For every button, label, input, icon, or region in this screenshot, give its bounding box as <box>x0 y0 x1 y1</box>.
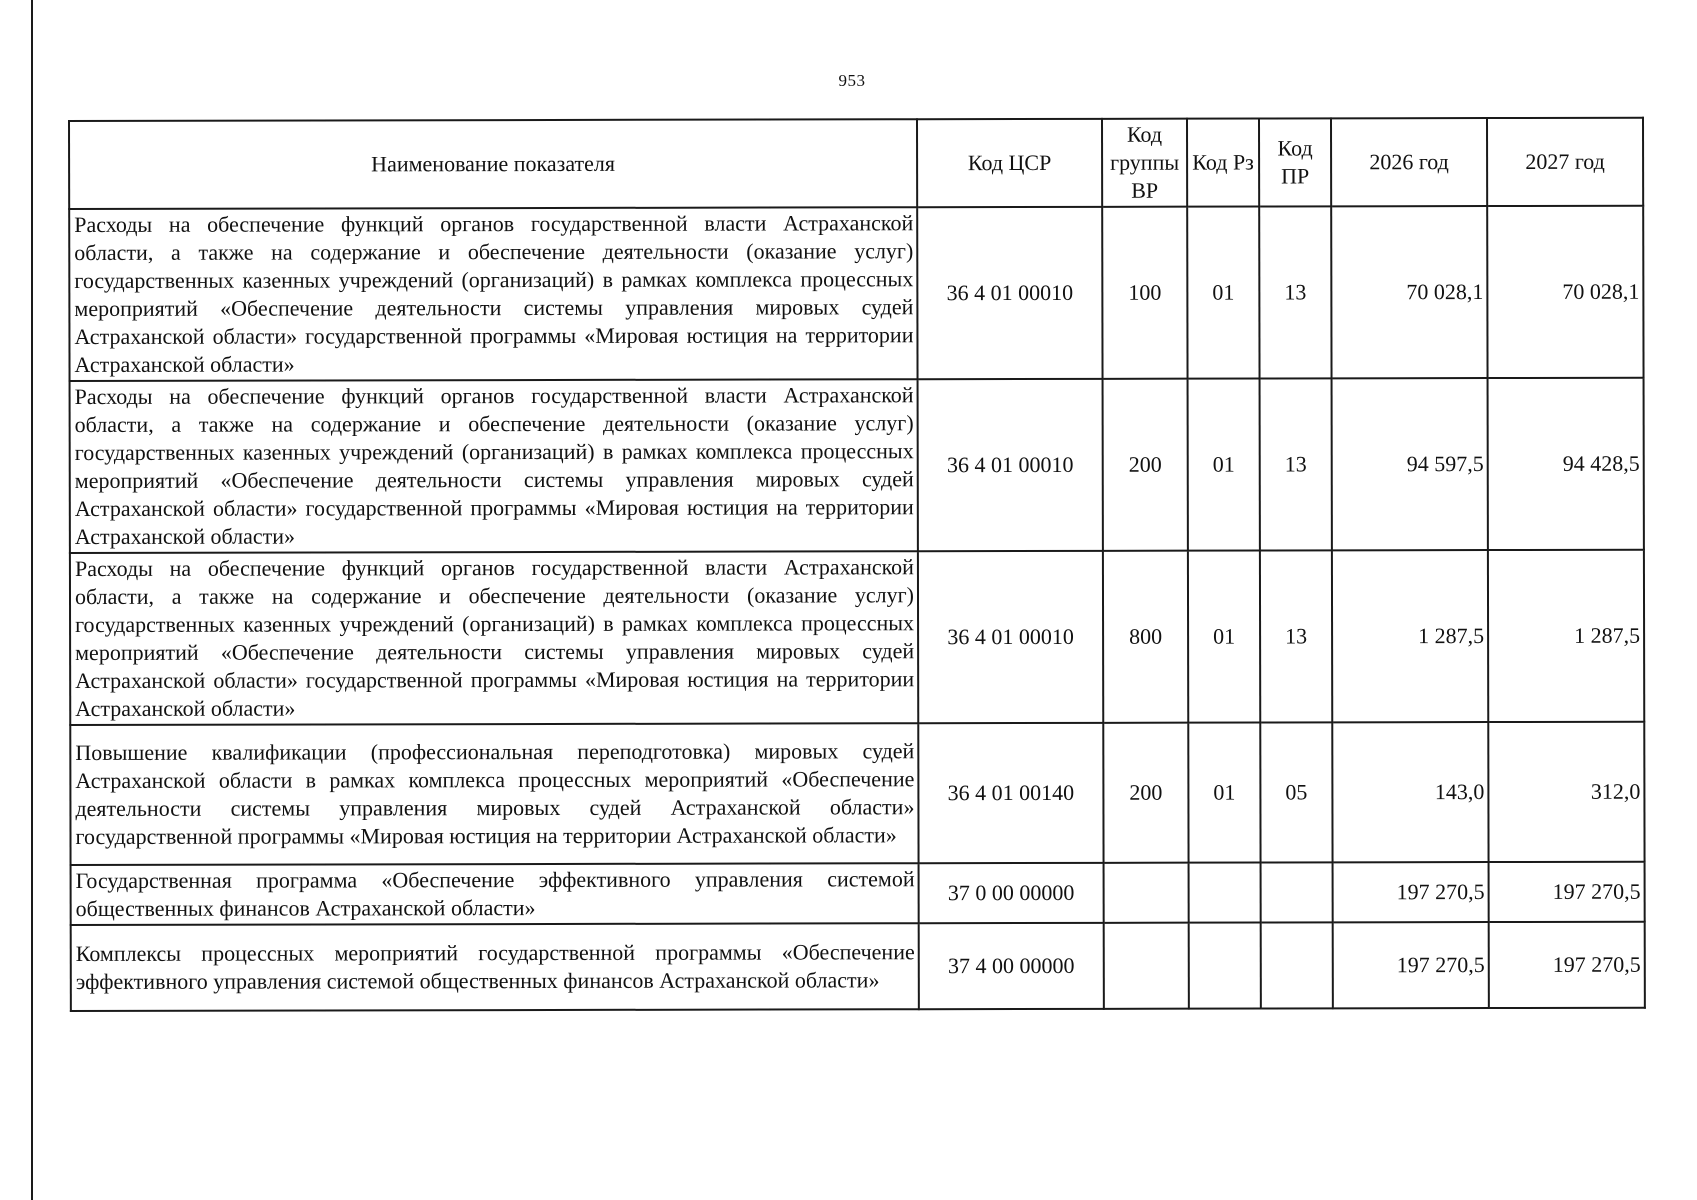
row-vr-code: 800 <box>1103 551 1188 723</box>
header-pr-code: Код ПР <box>1259 118 1331 206</box>
row-amount-2027: 94 428,5 <box>1488 378 1644 550</box>
row-amount-2027: 197 270,5 <box>1489 862 1645 922</box>
row-vr-code <box>1104 863 1189 923</box>
row-pr-code: 13 <box>1260 378 1332 550</box>
row-name: Расходы на обеспечение функций органов государственной власти Астраханской области, а также на содержание и обеспечение деятельности (оказание услуг) государственных казенных учреждений (организаций) в рамках комплекса процессных мероприятий «Обеспечение деятельности системы управления мировых судей Астраханской области» государственной программы «Мировая юстиция на территории Астраханской области» <box>70 551 918 725</box>
row-amount-2026: 1 287,5 <box>1332 550 1488 722</box>
row-name: Комплексы процессных мероприятий государственной программы «Обеспечение эффективного управления системой общественных финансов Астраханской области» <box>71 923 919 1011</box>
header-rz-code: Код Рз <box>1187 119 1259 207</box>
row-pr-code <box>1261 862 1333 922</box>
row-amount-2027: 70 028,1 <box>1487 206 1643 378</box>
table-row <box>69 206 1643 381</box>
row-pr-code: 13 <box>1260 550 1332 722</box>
row-pr-code: 13 <box>1259 206 1331 378</box>
row-csr-code: 36 4 01 00140 <box>918 723 1103 863</box>
row-amount-2026: 197 270,5 <box>1333 862 1489 922</box>
row-rz-code <box>1189 863 1261 923</box>
row-name: Расходы на обеспечение функций органов государственной власти Астраханской области, а также на содержание и обеспечение деятельности (оказание услуг) государственных казенных учреждений (организаций) в рамках комплекса процессных мероприятий «Обеспечение деятельности системы управления мировых судей Астраханской области» государственной программы «Мировая юстиция на территории Астраханской области» <box>70 379 918 553</box>
row-rz-code <box>1189 923 1261 1009</box>
row-vr-code: 100 <box>1102 207 1187 379</box>
row-amount-2027: 197 270,5 <box>1489 922 1645 1008</box>
binding-margin-line <box>31 0 33 1200</box>
header-vr-code: Код группы ВР <box>1102 119 1187 207</box>
row-amount-2026: 197 270,5 <box>1333 922 1489 1008</box>
row-amount-2026: 94 597,5 <box>1332 378 1488 550</box>
table-row <box>70 378 1644 553</box>
row-rz-code: 01 <box>1187 207 1259 379</box>
row-csr-code: 37 4 00 00000 <box>919 923 1104 1009</box>
row-csr-code: 37 0 00 00000 <box>919 863 1104 923</box>
row-csr-code: 36 4 01 00010 <box>918 551 1103 723</box>
row-amount-2026: 143,0 <box>1332 722 1488 862</box>
table-row <box>70 722 1644 865</box>
row-rz-code: 01 <box>1188 551 1260 723</box>
header-year-2027: 2027 год <box>1487 118 1643 206</box>
header-csr-code: Код ЦСР <box>917 119 1102 207</box>
table-row <box>71 862 1645 925</box>
header-name: Наименование показателя <box>69 119 917 209</box>
row-vr-code: 200 <box>1103 379 1188 551</box>
header-year-2026: 2026 год <box>1331 118 1487 206</box>
row-name: Повышение квалификации (профессиональная переподготовка) мировых судей Астраханской области в рамках комплекса процессных мероприятий «Обеспечение деятельности системы управления мировых судей Астраханской области» государственной программы «Мировая юстиция на территории Астраханской области» <box>70 723 918 865</box>
table-row <box>71 922 1645 1011</box>
row-amount-2027: 312,0 <box>1488 722 1644 862</box>
row-amount-2026: 70 028,1 <box>1331 206 1487 378</box>
row-name: Государственная программа «Обеспечение эффективного управления системой общественных финансов Астраханской области» <box>71 863 919 925</box>
row-pr-code: 05 <box>1260 722 1332 862</box>
row-csr-code: 36 4 01 00010 <box>917 207 1102 379</box>
row-rz-code: 01 <box>1188 723 1260 863</box>
budget-table <box>68 117 1646 1012</box>
table-row <box>70 550 1644 725</box>
row-rz-code: 01 <box>1188 379 1260 551</box>
row-csr-code: 36 4 01 00010 <box>918 379 1103 551</box>
row-vr-code: 200 <box>1103 723 1188 863</box>
row-pr-code <box>1261 922 1333 1008</box>
row-amount-2027: 1 287,5 <box>1488 550 1644 722</box>
row-vr-code <box>1104 923 1189 1009</box>
page-number: 953 <box>838 71 866 90</box>
row-name: Расходы на обеспечение функций органов государственной власти Астраханской области, а также на содержание и обеспечение деятельности (оказание услуг) государственных казенных учреждений (организаций) в рамках комплекса процессных мероприятий «Обеспечение деятельности системы управления мировых судей Астраханской области» государственной программы «Мировая юстиция на территории Астраханской области» <box>69 207 917 381</box>
table-header-row <box>69 118 1643 209</box>
